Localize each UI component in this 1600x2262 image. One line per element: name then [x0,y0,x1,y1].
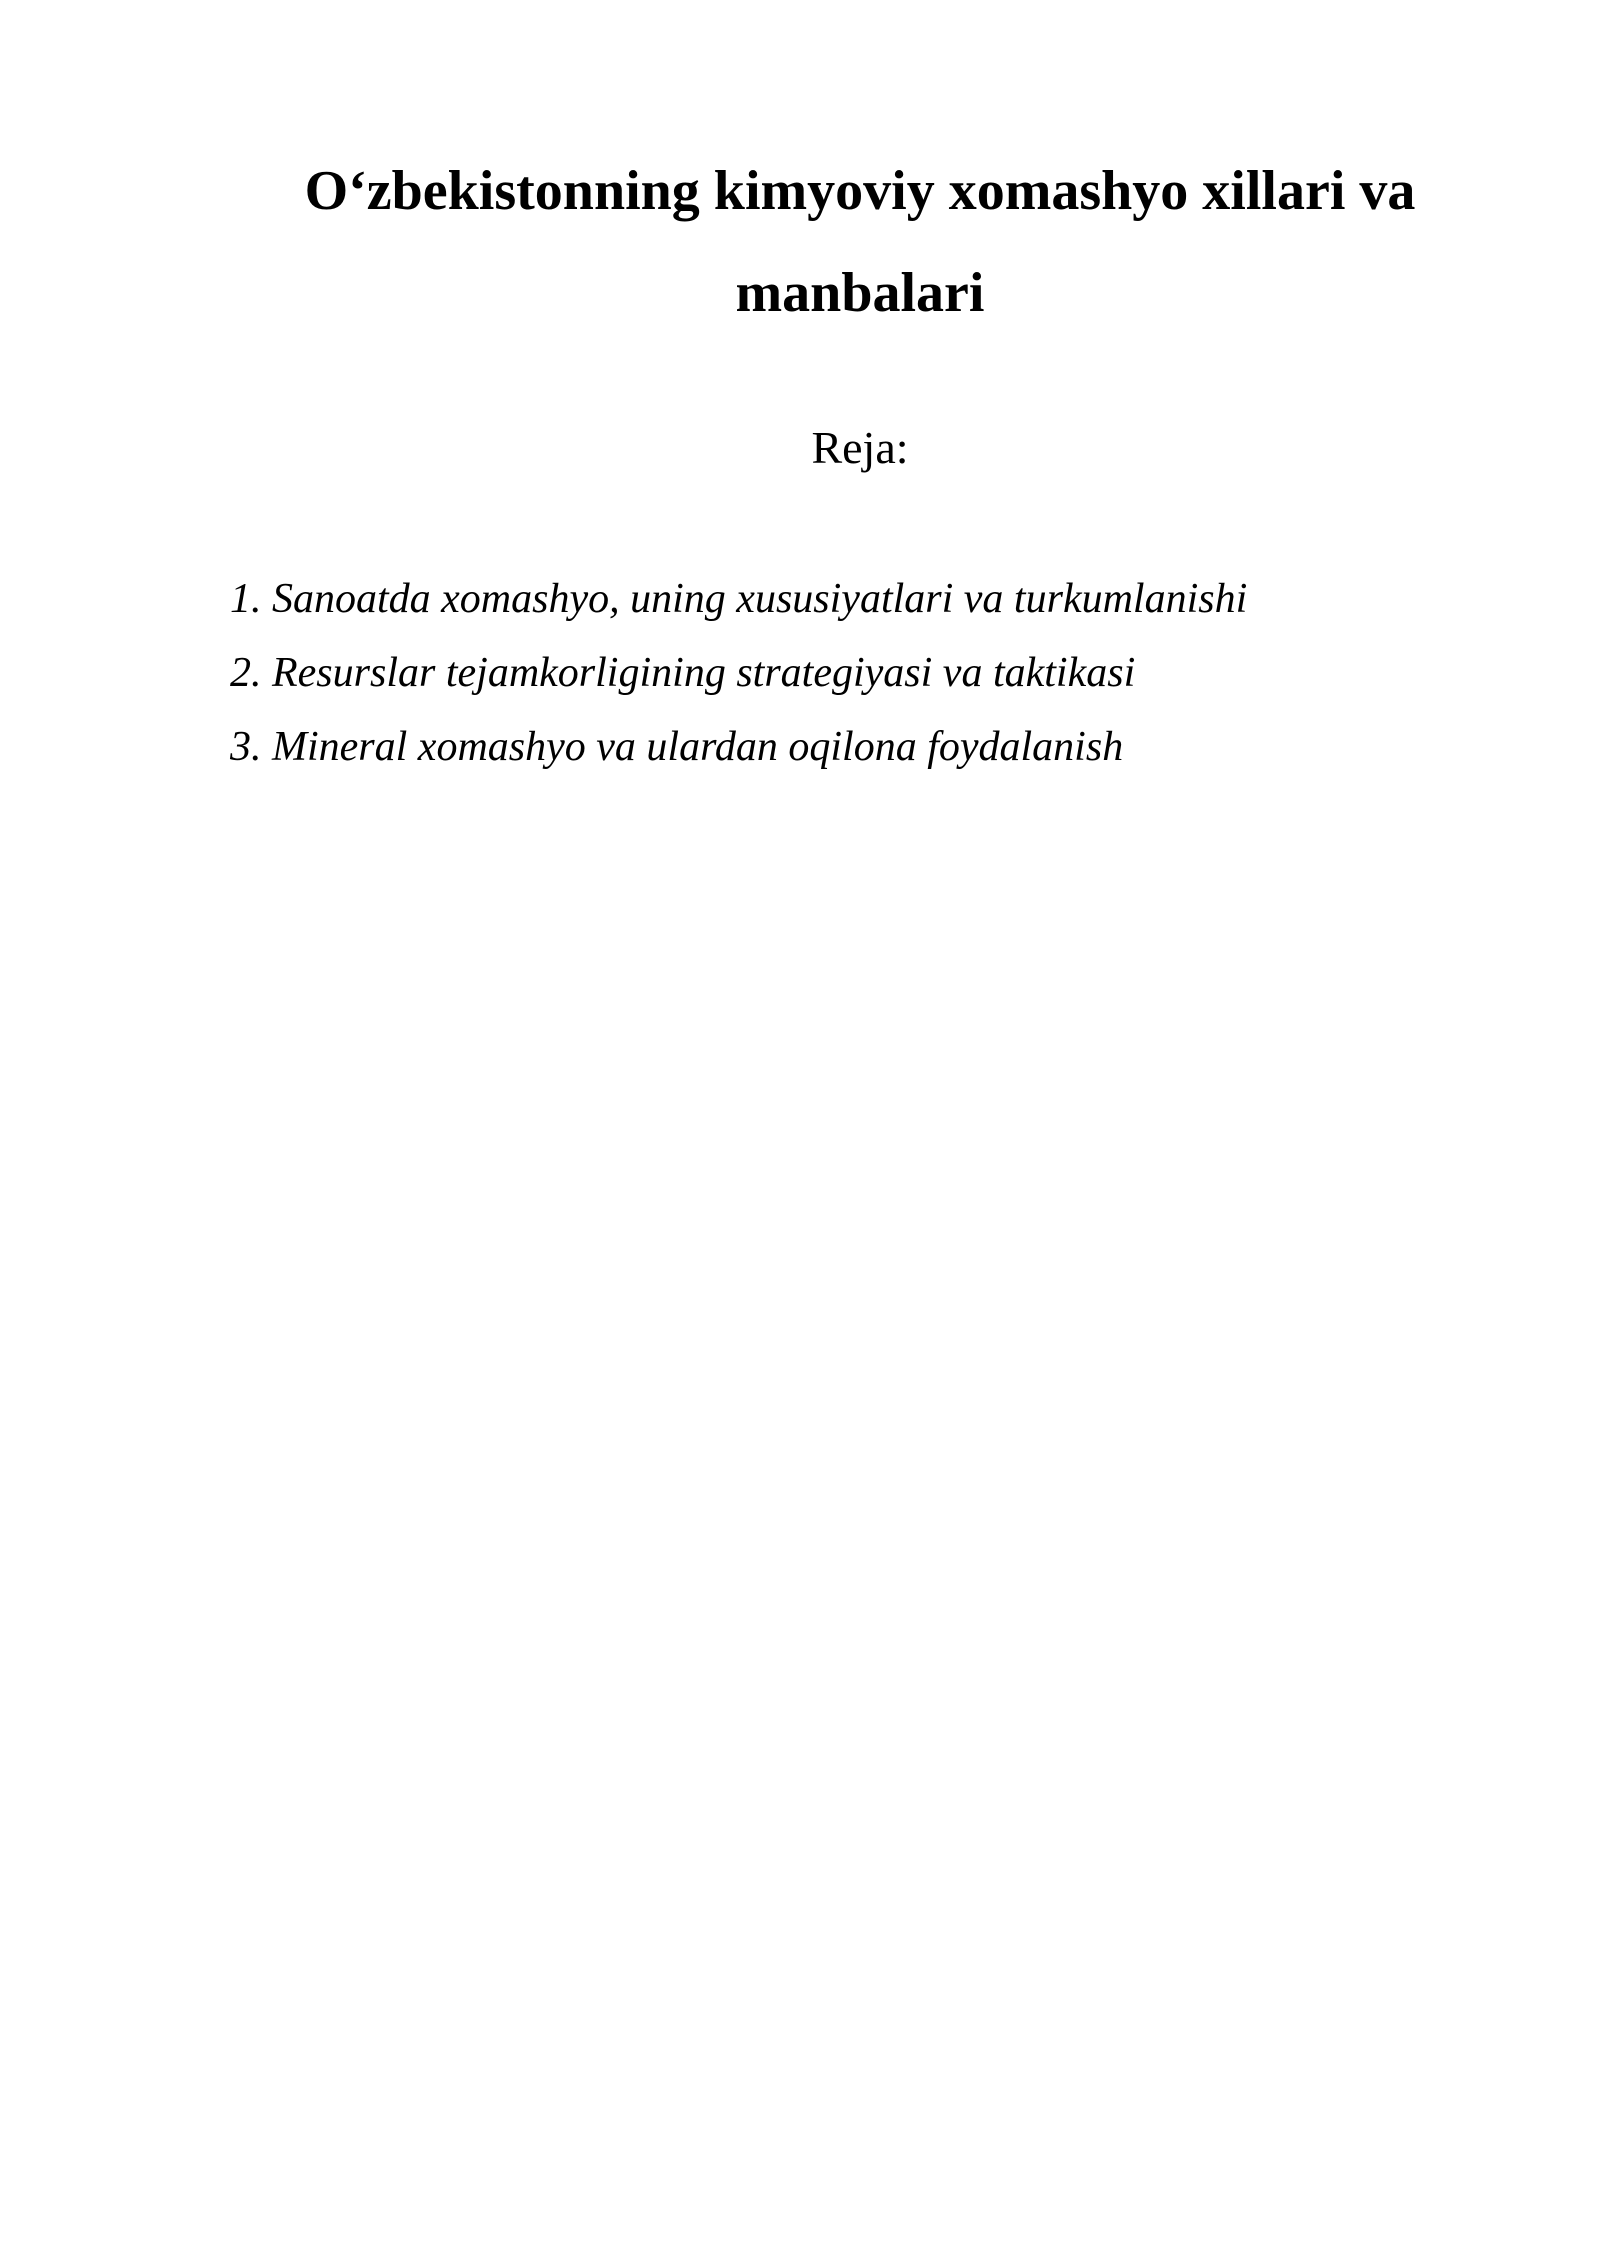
plan-item: 1. Sanoatda xomashyo, uning xususiyatlari va turkumlanishi [230,576,1248,622]
document-title: O‘zbekistonning kimyoviy xomashyo xillari va manbalari [304,160,1416,324]
plan-list [230,562,1247,784]
plan-item: 2. Resurslar tejamkorligining strategiyasi va taktikasi [230,650,1136,696]
plan-heading: Reja: [811,422,909,473]
plan-item: 3. Mineral xomashyo va ulardan oqilona foydalanish [230,724,1124,770]
